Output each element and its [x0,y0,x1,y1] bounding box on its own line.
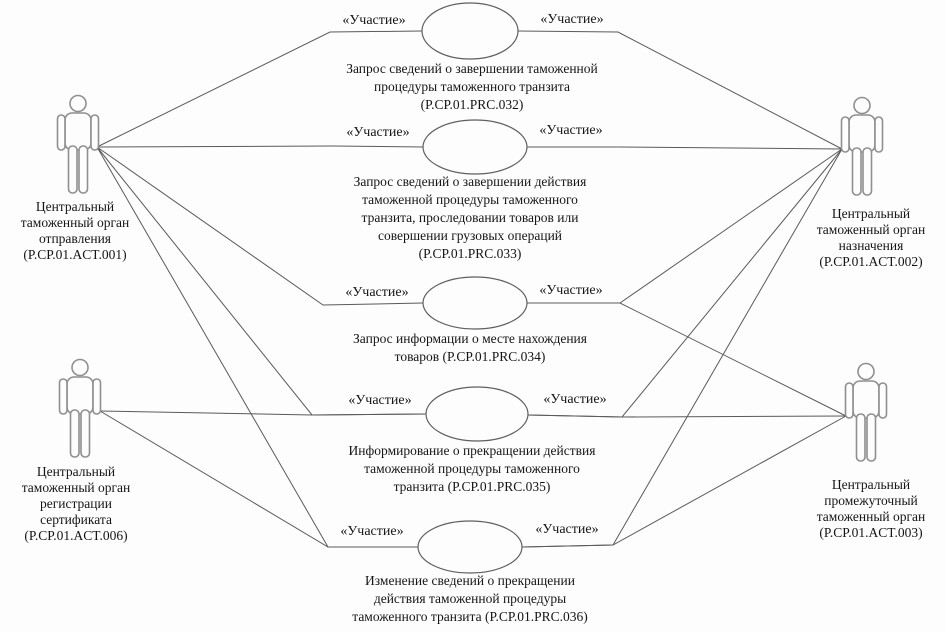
connector-act001-prc033 [97,146,423,147]
actor-label-act001 [0,199,150,263]
participation-label-prc032-right: «Участие» [540,12,604,27]
usecase-label-line: таможенного транзита (P.CP.01.PRC.036) [352,609,588,624]
usecase-label-line: Изменение сведений о прекращении [365,573,575,588]
participation-label-prc033-left: «Участие» [346,125,410,140]
actor-label-line: (P.CP.01.ACT.002) [819,254,923,269]
usecase-label-line: совершении грузовых операций [377,228,563,243]
usecase-label-prc032 [312,60,632,114]
usecase-ellipse-prc034 [423,277,527,329]
actor-label-line: отправления [38,231,112,246]
participation-label-prc032-left: «Участие» [342,13,406,28]
actor-figure-act001 [58,96,99,194]
usecase-label-line: транзита (P.CP.01.PRC.035) [393,479,551,494]
connector-act002-prc033 [527,147,842,149]
actor-label-act002 [796,206,946,270]
participation-label-prc036-right: «Участие» [535,522,599,537]
actor-label-line: (P.CP.01.ACT.006) [24,528,128,543]
usecase-label-line: процедуры таможенного транзита [374,79,570,94]
usecase-label-line: Запрос сведений о завершении действия [353,174,587,189]
usecase-label-line: Запрос информации о месте нахождения [353,331,587,346]
actor-label-line: таможенный орган [816,509,926,524]
actor-label-line: (P.CP.01.ACT.003) [819,525,923,540]
usecase-label-prc035 [312,442,632,496]
usecase-label-prc034 [310,330,630,366]
usecase-ellipse-prc035 [426,387,528,441]
usecase-label-line: таможенной процедуры таможенного [364,461,580,476]
actor-label-act003 [796,477,946,541]
actor-figure-act003 [846,364,887,462]
actor-label-line: таможенный орган [21,480,131,495]
actor-label-line: промежуточный [824,493,918,508]
usecase-label-line: Информирование о прекращении действия [348,443,596,458]
usecase-label-prc033 [310,173,630,263]
usecase-ellipse-prc033 [423,120,527,174]
participation-label-prc034-right: «Участие» [539,283,603,298]
actor-figure-act002 [842,98,883,196]
actor-label-line: сертификата [40,512,112,527]
usecase-ellipse-prc036 [418,521,522,573]
actor-label-line: регистрации [40,496,112,511]
actor-figure-act006 [60,360,101,458]
actor-label-line: (P.CP.01.ACT.001) [23,247,127,262]
actor-label-line: назначения [838,238,904,253]
actor-label-line: таможенный орган [20,215,130,230]
usecase-ellipse-prc032 [422,3,518,59]
usecase-label-line: Запрос сведений о завершении таможенной [346,61,598,76]
usecase-label-line: таможенной процедуры таможенного [362,192,578,207]
actor-label-act006 [1,464,151,544]
usecase-label-line: (P.CP.01.PRC.033) [418,246,522,261]
actor-label-line: Центральный [35,199,115,214]
actor-label-line: Центральный [831,206,911,221]
participation-label-prc033-right: «Участие» [539,123,603,138]
usecase-label-prc036 [310,572,630,626]
usecase-label-line: действия таможенной процедуры [373,591,567,606]
actor-label-line: Центральный [36,464,116,479]
actor-label-line: Центральный [831,477,911,492]
participation-label-prc034-left: «Участие» [345,285,409,300]
participation-label-prc035-left: «Участие» [348,393,412,408]
connector-act003-prc035 [528,415,846,417]
connector-act006-prc035 [100,411,426,415]
usecase-label-line: (P.CP.01.PRC.032) [420,97,524,112]
usecase-label-line: транзита, проследовании товаров или [361,210,579,225]
participation-label-prc035-right: «Участие» [543,392,607,407]
participation-label-prc036-left: «Участие» [340,524,404,539]
actor-label-line: таможенный орган [816,222,926,237]
usecase-label-line: товаров (P.CP.01.PRC.034) [394,349,546,364]
